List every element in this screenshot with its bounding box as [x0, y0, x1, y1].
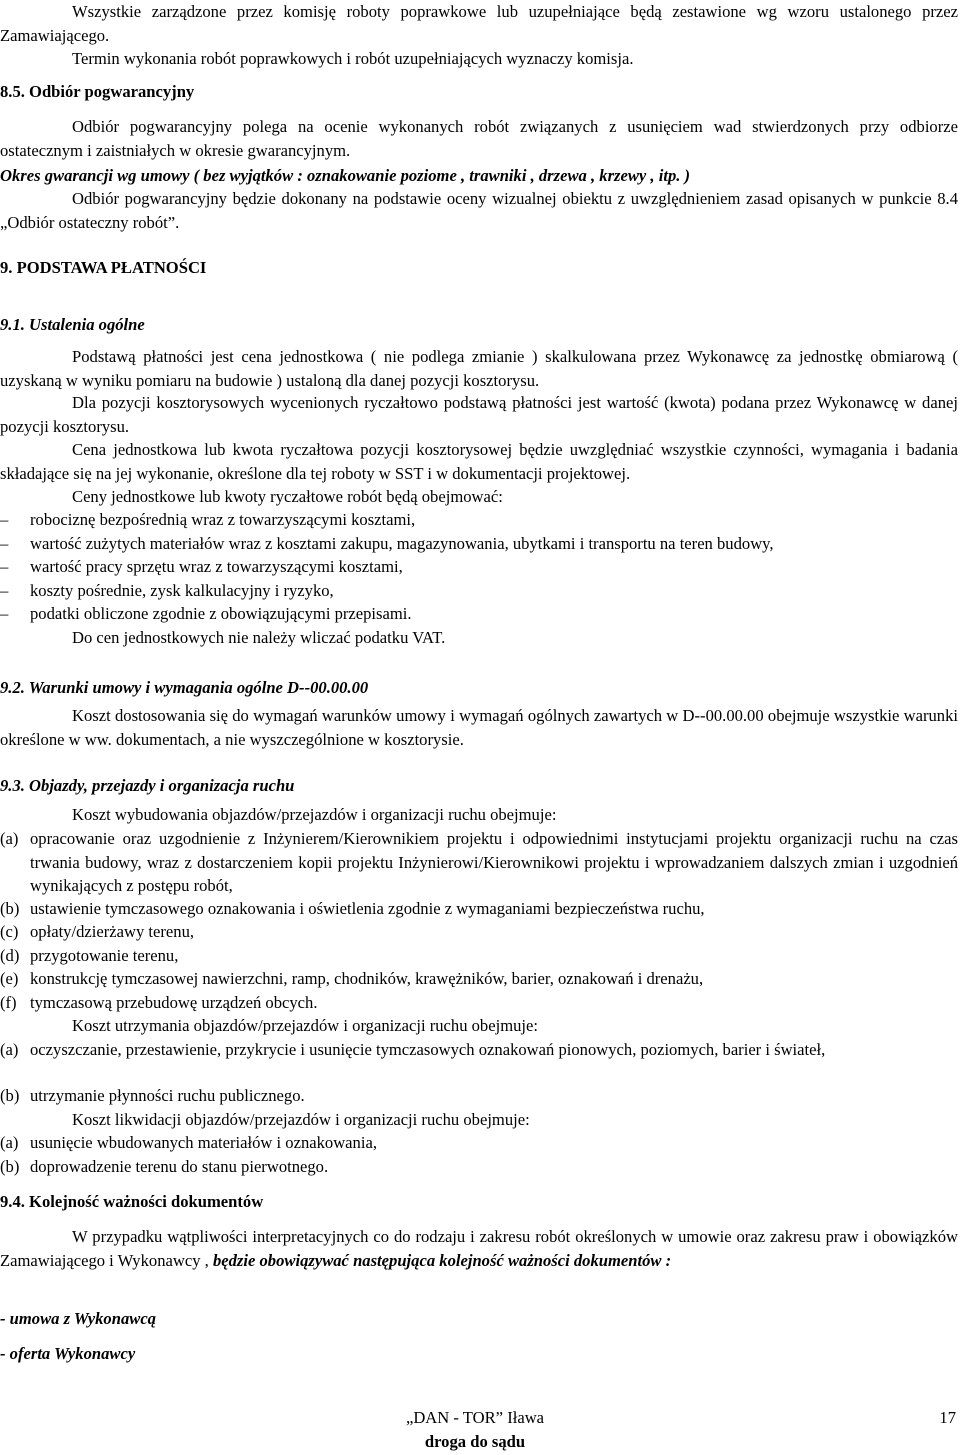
- footer-subtitle: droga do sądu: [424, 1432, 526, 1451]
- list-item-text: oczyszczanie, przestawienie, przykrycie i usunięcie tymczasowych oznakowań pionowych, poziomych, barier i świateł,: [30, 1040, 826, 1059]
- list-item-label: (b): [0, 899, 20, 918]
- list-item: [0, 991, 958, 1015]
- list-item-text: doprowadzenie terenu do stanu pierwotnego.: [30, 1157, 329, 1176]
- heading-9-3: 9.3. Objazdy, przejazdy i organizacja ruchu: [0, 776, 295, 795]
- paragraph-9-2: Koszt dostosowania się do wymagań warunków umowy i wymagań ogólnych zawartych w D--00.00.00 obejmuje wszystkie warunki określone w ww. dokumentach, a nie wyszczególnione w kosztorysie.: [0, 706, 958, 749]
- list-item-label: (e): [0, 969, 19, 988]
- dash-bullet: –: [0, 604, 9, 623]
- paragraph-8-5-definition: Odbiór pogwarancyjny polega na ocenie wykonanych robót związanych z usunięciem wad stwierdzonych przy odbiorze ostatecznym i zaistniałych w okresie gwarancyjnym.: [0, 117, 958, 160]
- list-item-label: (b): [0, 1157, 20, 1176]
- list-item-label: (d): [0, 946, 20, 965]
- document-order-item-contract: - umowa z Wykonawcą: [0, 1309, 156, 1328]
- document-order-item-offer: - oferta Wykonawcy: [0, 1344, 136, 1363]
- footer-company: „DAN - TOR” Iława: [405, 1408, 545, 1427]
- list-item: [0, 944, 958, 968]
- list-item-text: opłaty/dzierżawy terenu,: [30, 922, 195, 941]
- paragraph-9-4-emphasis: będzie obowiązywać następująca kolejność ważności dokumentów :: [212, 1250, 672, 1270]
- list-item-label: (a): [0, 1133, 19, 1152]
- paragraph-9-1-scope: Cena jednostkowa lub kwota ryczałtowa pozycji kosztorysowej będzie uwzględniać wszystkie czynności, wymagania i badania składające się na jej wykonanie, określone dla tej roboty w SST i w dokumentacji projektowej.: [0, 440, 958, 483]
- heading-9-2: 9.2. Warunki umowy i wymagania ogólne D--00.00.00: [0, 678, 369, 697]
- list-item-text: podatki obliczone zgodnie z obowiązującymi przepisami.: [30, 604, 412, 623]
- list-item-text: przygotowanie terenu,: [30, 946, 179, 965]
- list-item: [0, 1155, 958, 1179]
- list-item-text: konstrukcję tymczasowej nawierzchni, ramp, chodników, krawężników, barier, oznakowań i drenażu,: [30, 969, 704, 988]
- list-item-label: (f): [0, 993, 17, 1012]
- heading-9: 9. PODSTAWA PŁATNOŚCI: [0, 258, 207, 277]
- paragraph-deadline: Termin wykonania robót poprawkowych i robót uzupełniających wyznaczy komisja.: [72, 49, 634, 68]
- paragraph-vat-note: Do cen jednostkowych nie należy wliczać podatku VAT.: [72, 628, 446, 647]
- paragraph-9-3-removal-intro: Koszt likwidacji objazdów/przejazdów i organizacji ruchu obejmuje:: [72, 1110, 530, 1129]
- dash-bullet: –: [0, 534, 9, 553]
- paragraph-9-1-lump-sum: Dla pozycji kosztorysowych wycenionych ryczałtowo podstawą płatności jest wartość (kwota) podana przez Wykonawcę w danej pozycji kosztorysu.: [0, 393, 958, 436]
- list-item-text: opracowanie oraz uzgodnienie z Inżynierem/Kierownikiem projektu i odpowiednimi instytucjami projektu organizacji ruchu na czas trwania budowy, wraz z dostarczeniem kopii projektu Inżynierowi/Kierownikowi projektu i wprowadzaniem dalszych zmian i uzgodnień wynikających z postępu robót,: [30, 829, 958, 895]
- page-number: 17: [939, 1408, 956, 1427]
- list-item: [0, 1038, 958, 1062]
- list-item-text: usunięcie wbudowanych materiałów i oznakowania,: [30, 1133, 377, 1152]
- list-item: [0, 1084, 958, 1108]
- list-item: [0, 1131, 958, 1155]
- paragraph-8-5-basis: Odbiór pogwarancyjny będzie dokonany na podstawie oceny wizualnej obiektu z uwzględnieniem zasad opisanych w punkcie 8.4 „Odbiór ostateczny robót”.: [0, 189, 958, 232]
- list-item-label: (b): [0, 1086, 20, 1105]
- dash-bullet: –: [0, 557, 9, 576]
- list-item-text: wartość pracy sprzętu wraz z towarzyszącymi kosztami,: [30, 557, 403, 576]
- list-item-text: tymczasową przebudowę urządzeń obcych.: [30, 993, 318, 1012]
- list-item-text: koszty pośrednie, zysk kalkulacyjny i ryzyko,: [30, 581, 334, 600]
- heading-8-5: 8.5. Odbiór pogwarancyjny: [0, 82, 195, 101]
- list-item: [0, 827, 958, 898]
- list-item-text: robociznę bezpośrednią wraz z towarzyszącymi kosztami,: [30, 510, 416, 529]
- paragraph-9-1-unit-price: Podstawą płatności jest cena jednostkowa ( nie podlega zmianie ) skalkulowana przez Wykonawcę za jednostkę obmiarową ( uzyskaną w wyniku pomiaru na budowie ) ustaloną dla danej pozycji kosztorysu.: [0, 347, 958, 390]
- list-item: [0, 920, 958, 944]
- paragraph-9-1-includes: Ceny jednostkowe lub kwoty ryczałtowe robót będą obejmować:: [72, 487, 503, 506]
- paragraph-9-4: [0, 1225, 958, 1272]
- list-item-label: (c): [0, 922, 19, 941]
- paragraph-corrective-works: Wszystkie zarządzone przez komisję roboty poprawkowe lub uzupełniające będą zestawione wg wzoru ustalonego przez Zamawiającego.: [0, 2, 958, 45]
- list-item: [0, 967, 958, 991]
- dash-bullet: –: [0, 510, 9, 529]
- list-item: [0, 897, 958, 921]
- list-item-label: (a): [0, 1040, 19, 1059]
- heading-9-4: 9.4. Kolejność ważności dokumentów: [0, 1192, 264, 1211]
- warranty-period-note: Okres gwarancji wg umowy ( bez wyjątków : oznakowanie poziome , trawniki , drzewa , krzewy , itp. ): [0, 166, 691, 185]
- heading-9-1: 9.1. Ustalenia ogólne: [0, 315, 145, 334]
- paragraph-9-3-build-intro: Koszt wybudowania objazdów/przejazdów i organizacji ruchu obejmuje:: [72, 805, 557, 824]
- dash-bullet: –: [0, 581, 9, 600]
- paragraph-9-3-maintain-intro: Koszt utrzymania objazdów/przejazdów i organizacji ruchu obejmuje:: [72, 1016, 538, 1035]
- list-item-label: (a): [0, 829, 19, 848]
- list-item-text: wartość zużytych materiałów wraz z kosztami zakupu, magazynowania, ubytkami i transportu na teren budowy,: [30, 534, 774, 553]
- list-item-text: ustawienie tymczasowego oznakowania i oświetlenia zgodnie z wymaganiami bezpieczeństwa ruchu,: [30, 899, 705, 918]
- list-item-text: utrzymanie płynności ruchu publicznego.: [30, 1086, 305, 1105]
- paragraph-9-4-lead: W przypadku wątpliwości interpretacyjnych co do rodzaju i zakresu robót określonych w umowie oraz zakresu praw i obowiązków Zamawiającego i Wykonawcy ,: [0, 1227, 958, 1270]
